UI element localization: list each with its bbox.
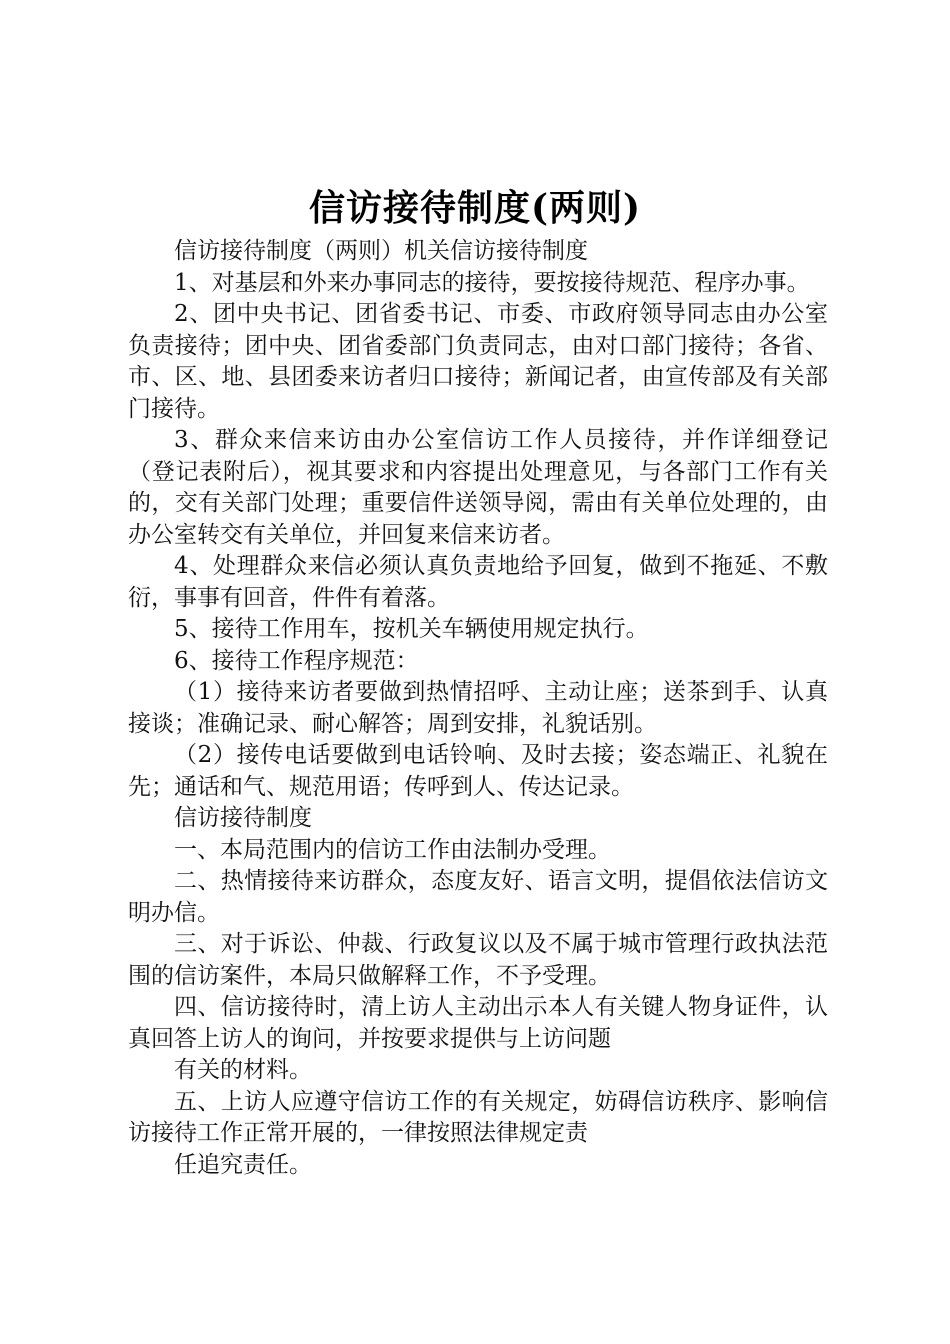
paragraph-rule-5: 五、上访人应遵守信访工作的有关规定，妨碍信访秩序、影响信访接待工作正常开展的，一律按照法律规定责 <box>128 1088 828 1146</box>
paragraph-rule-2: 二、热情接待来访群众，态度友好、语言文明，提倡依法信访文明办信。 <box>128 868 828 926</box>
paragraph-rule-3: 三、对于诉讼、仲裁、行政复议以及不属于城市管理行政执法范围的信访案件，本局只做解释工作，不予受理。 <box>128 931 828 989</box>
paragraph-intro: 信访接待制度（两则）机关信访接待制度 <box>174 238 588 264</box>
paragraph-rule-1: 一、本局范围内的信访工作由法制办受理。 <box>174 836 611 863</box>
paragraph-item-4: 4、处理群众来信必须认真负责地给予回复，做到不拖延、不敷衍，事事有回音，件件有着落。 <box>128 553 828 611</box>
document-body <box>128 236 828 1181</box>
paragraph-subitem-2: （2）接传电话要做到电话铃响、及时去接；姿态端正、礼貌在先；通话和气、规范用语；传呼到人、传达记录。 <box>128 742 828 800</box>
paragraph-rule-4: 四、信访接待时，清上访人主动出示本人有关键人物身证件，认真回答上访人的询问，并按要求提供与上访问题 <box>128 994 828 1052</box>
section-heading: 信访接待制度 <box>174 805 312 831</box>
paragraph-item-2: 2、团中央书记、团省委书记、市委、市政府领导同志由办公室负责接待；团中央、团省委部门负责同志，由对口部门接待；各省、市、区、地、县团委来访者归口接待；新闻记者，由宣传部及有关部门接待。 <box>128 301 828 422</box>
paragraph-item-1: 1、对基层和外来办事同志的接待，要按接待规范、程序办事。 <box>174 269 810 296</box>
paragraph-item-3: 3、群众来信来访由办公室信访工作人员接待，并作详细登记（登记表附后），视其要求和内容提出处理意见，与各部门工作有关的，交有关部门处理；重要信件送领导阅，需由有关单位处理的，由办公室转交有关单位，并回复来信来访者。 <box>128 427 828 548</box>
paragraph-item-6: 6、接待工作程序规范： <box>174 647 419 674</box>
paragraph-subitem-1: （1）接待来访者要做到热情招呼、主动让座；送茶到手、认真接谈；准确记录、耐心解答；周到安排，礼貌话别。 <box>128 679 828 737</box>
document-title: 信访接待制度(两则) <box>308 187 642 229</box>
paragraph-item-5: 5、接待工作用车，按机关车辆使用规定执行。 <box>174 616 649 642</box>
paragraph-rule-4-continued: 有关的材料。 <box>174 1057 312 1083</box>
paragraph-rule-5-continued: 任追究责任。 <box>174 1151 312 1178</box>
